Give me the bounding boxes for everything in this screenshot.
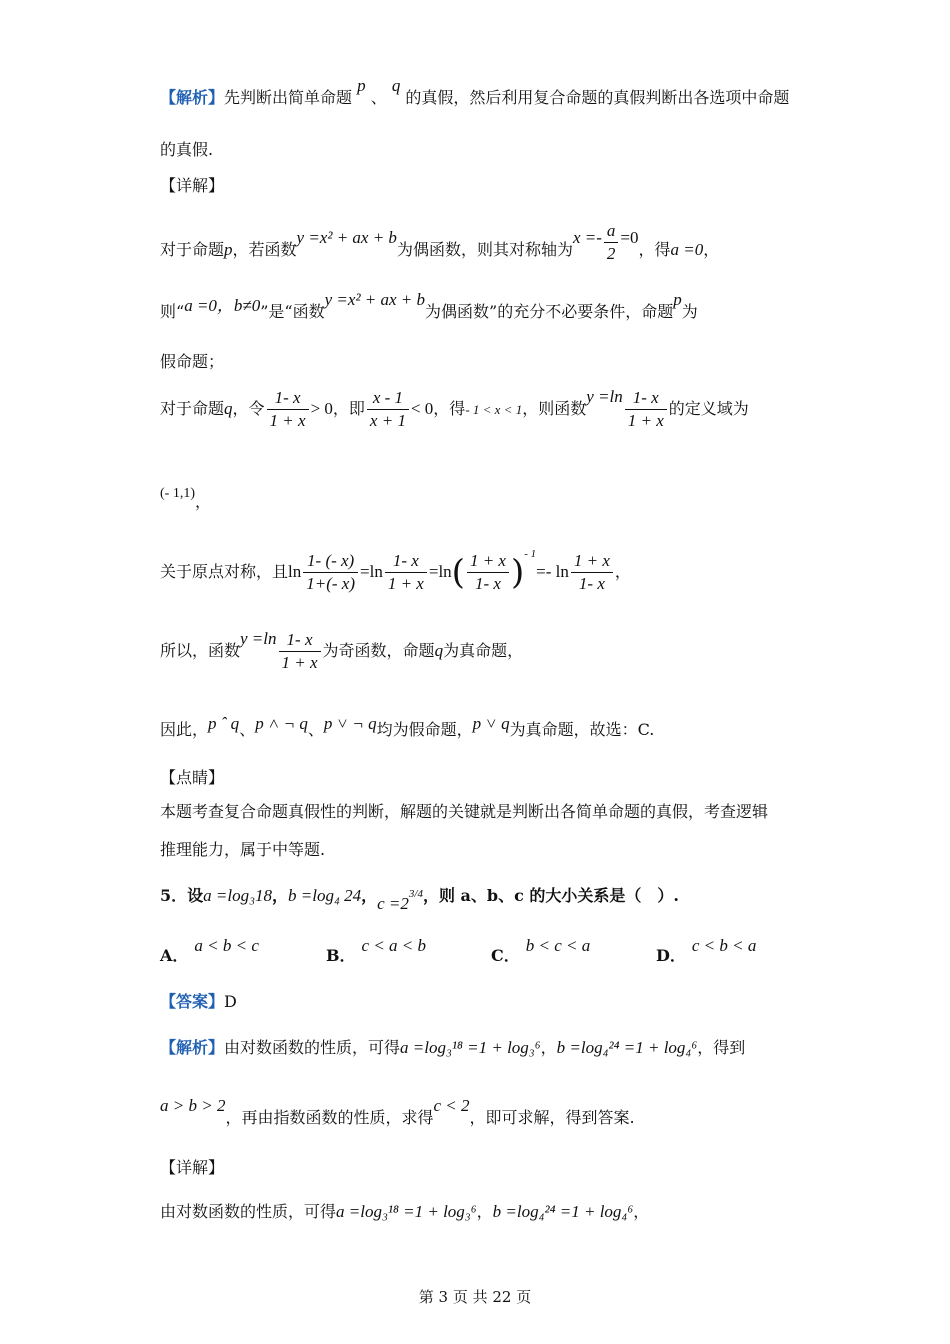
answer-detail-1: 由对数函数的性质，可得a =log₃¹⁸ =1 + log₃⁶，b =log₄²⁴ =1 + log₄⁶， (160, 1202, 650, 1221)
question-5-options (160, 934, 800, 966)
option-b[interactable]: B．c < a < b (326, 936, 427, 965)
question-5: 5．设a =log₃18，b =log₄ 24，$c =2^{3/4}$，则 a、b、c 的大小关系是（ ）. (160, 886, 679, 913)
answer-tag: 【答案】 (160, 992, 225, 1011)
detail-line-conclusion: 因此，p ˆ q、p ˄ ¬ q、p ˅ ¬ q均为假命题，p ˅ q为真命题，故选：C. (160, 714, 655, 739)
detail-line-condition: 则“a =0，b≠0”是“函数y =x² + ax + b为偶函数”的充分不必要条件，命题p为 (160, 290, 698, 321)
analysis-tag: 【解析】 (160, 88, 225, 107)
remark-line-1: 本题考查复合命题真假性的判断，解题的关键就是判断出各简单命题的真假，考查逻辑 (160, 802, 769, 821)
analysis-line-1: 【解析】先判断出简单命题 p 、 q 的真假，然后利用复合命题的真假判断出各选项中命题 (160, 76, 790, 107)
detail-line-odd: 所以，函数y =ln $\frac{1- x}{1 + x}$ 为奇函数，命题q为真命题， (160, 629, 524, 672)
remark-line-2: 推理能力，属于中等题. (160, 840, 326, 859)
option-c[interactable]: C．b < c < a (491, 936, 591, 965)
detail-line-domain: (- 1,1)， (160, 486, 212, 511)
detail-line-false: 假命题； (160, 352, 225, 371)
page-footer: 第 3 页 共 22 页 (418, 1288, 532, 1306)
answer-analysis-2: a > b > 2，再由指数函数的性质，求得c < 2，即可求解，得到答案. (160, 1096, 635, 1127)
remark-heading: 【点睛】 (160, 768, 225, 787)
answer-value: D (224, 992, 237, 1011)
analysis-line-2: 的真假. (160, 140, 214, 159)
detail-heading: 【详解】 (160, 176, 225, 195)
detail-line-p: 对于命题p，若函数y =x² + ax + b为偶函数，则其对称轴为x =- $\frac{a}{2}$ =0，得a =0， (160, 221, 720, 263)
detail-line-symmetry: 关于原点对称，且ln $\frac{1- (- x)}{1+(- x)}$ =ln $\frac{1- x}{1 + x}$ =ln( $\frac{1 + x}{1- x}$ )$^{- 1}$=- ln $\frac{1 + x}{1- x}$ ， (160, 548, 631, 593)
answer-detail-heading: 【详解】 (160, 1158, 225, 1177)
option-a[interactable]: A．a < b < c (160, 936, 259, 965)
detail-line-q: 对于命题q，令 $\frac{1- x}{1 + x}$ > 0，即 $\frac{x - 1}{x + 1}$ < 0，得- 1 < x < 1，则函数y =ln $\frac{1- x}{1 + x}$ 的定义域为 (160, 387, 749, 430)
answer-analysis-1: 【解析】由对数函数的性质，可得a =log₃¹⁸ =1 + log₃⁶，b =log₄²⁴ =1 + log₄⁶，得到 (160, 1038, 746, 1057)
option-d[interactable]: D．c < b < a (656, 936, 757, 965)
answer-line (160, 990, 800, 1014)
